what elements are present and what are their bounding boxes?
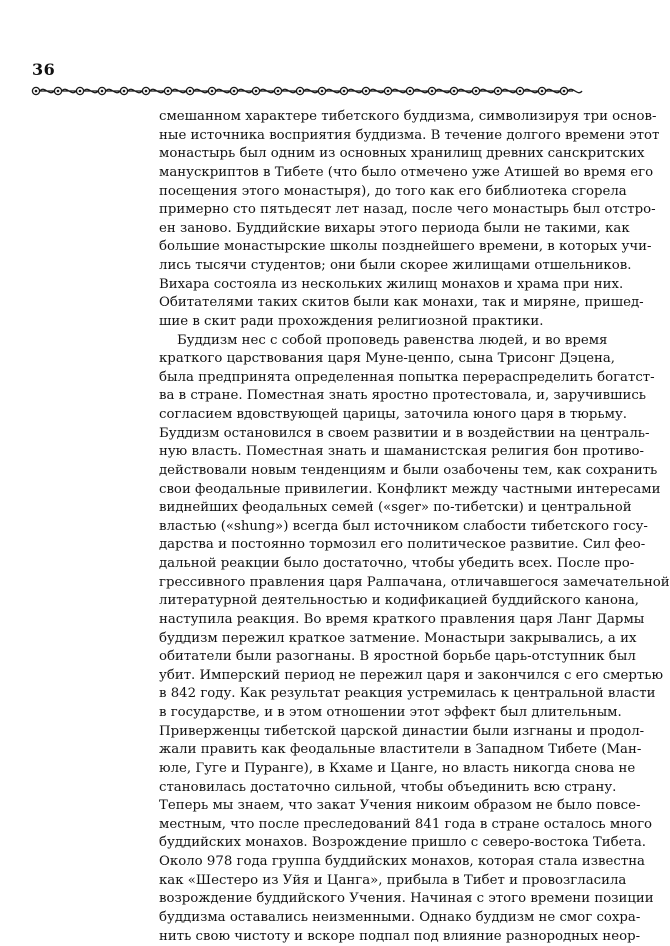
ornament-dot [167, 90, 170, 93]
text-line: Обитателями таких скитов были как монахи, так и миряне, пришед- [159, 294, 551, 313]
text-line: смешанном характере тибетского буддизма, символизируя три основ- [159, 108, 551, 127]
text-line: дальной реакции было достаточно, чтобы убедить всех. После про- [159, 555, 551, 574]
ornament-dot [35, 90, 38, 93]
text-line: примерно сто пятьдесят лет назад, после чего монастырь был отстро- [159, 201, 551, 220]
text-line: шие в скит ради прохождения религиозной практики. [159, 313, 551, 332]
ornament-dot [79, 90, 82, 93]
ornament-dot [101, 90, 104, 93]
ornament-dot [123, 90, 126, 93]
ornament-dot [387, 90, 390, 93]
ornament-dot [365, 90, 368, 93]
text-line: юле, Гуге и Пуранге), в Кхаме и Цанге, но власть никогда снова не [159, 760, 551, 779]
ornament-dot [145, 90, 148, 93]
ornament-dot [453, 90, 456, 93]
text-line: монастырь был одним из основных хранилищ древних санскритских [159, 145, 551, 164]
text-line: как «Шестеро из Уйя и Цанга», прибыла в Тибет и провозгласила [159, 872, 551, 891]
text-line: грессивного правления царя Ралпачана, отличавшегося замечательной [159, 574, 551, 593]
decorative-ornament-border [30, 84, 575, 98]
ornament-dot [563, 90, 566, 93]
text-line: литературной деятельностью и кодификацией буддийского канона, [159, 592, 551, 611]
text-line: лись тысячи студентов; они были скорее жилищами отшельников. [159, 257, 551, 276]
ornament-dot [541, 90, 544, 93]
ornament-dot [497, 90, 500, 93]
text-line: Буддизм нес с собой проповедь равенства людей, и во время [159, 332, 551, 351]
ornament-dot [299, 90, 302, 93]
text-line: в государстве, и в этом отношении этот эффект был длительным. [159, 704, 551, 723]
text-line: становилась достаточно сильной, чтобы объединить всю страну. [159, 779, 551, 798]
text-line: буддизма оставались неизменными. Однако буддизм не смог сохра- [159, 909, 551, 928]
text-line: властью («shung») всегда был источником слабости тибетского госу- [159, 518, 551, 537]
ornament-dot [57, 90, 60, 93]
text-line: наступила реакция. Во время краткого правления царя Ланг Дармы [159, 611, 551, 630]
text-line: большие монастырские школы позднейшего времени, в которых учи- [159, 238, 551, 257]
text-line: Приверженцы тибетской царской династии были изгнаны и продол- [159, 723, 551, 742]
text-line: Буддизм остановился в своем развитии и в воздействии на централь- [159, 425, 551, 444]
text-line: виднейших феодальных семей («sger» по-тибетски) и центральной [159, 499, 551, 518]
text-line: местным, что после преследований 841 года в стране осталось много [159, 816, 551, 835]
text-line: Вихара состояла из нескольких жилищ монахов и храма при них. [159, 276, 551, 295]
text-line: убит. Имперский период не пережил царя и закончился с его смертью [159, 667, 551, 686]
text-line: была предпринята определенная попытка перераспределить богатст- [159, 369, 551, 388]
ornament-dot [211, 90, 214, 93]
ornament-dot [409, 90, 412, 93]
text-line: Около 978 года группа буддийских монахов, которая стала известна [159, 853, 551, 872]
ornament-dot [189, 90, 192, 93]
text-line: обитатели были разогнаны. В яростной борьбе царь-отступник был [159, 648, 551, 667]
text-line: манускриптов в Тибете (что было отмечено уже Атишей во время его [159, 164, 551, 183]
ornament-dot [277, 90, 280, 93]
ornament-dot [519, 90, 522, 93]
ornament-dot [343, 90, 346, 93]
body-text [159, 108, 551, 946]
text-line: нить свою чистоту и вскоре подпал под влияние разнородных неор- [159, 928, 551, 946]
text-line: в 842 году. Как результат реакция устремилась к центральной власти [159, 685, 551, 704]
ornament-dot [233, 90, 236, 93]
text-line: буддийских монахов. Возрождение пришло с северо-востока Тибета. [159, 834, 551, 853]
ornament-dot [321, 90, 324, 93]
text-line: дарства и постоянно тормозил его политическое развитие. Сил фео- [159, 536, 551, 555]
text-line: посещения этого монастыря), до того как его библиотека сгорела [159, 183, 551, 202]
text-line: согласием вдовствующей царицы, заточила юного царя в тюрьму. [159, 406, 551, 425]
text-line: свои феодальные привилегии. Конфликт между частными интересами [159, 481, 551, 500]
text-line: ен заново. Буддийские вихары этого периода были не такими, как [159, 220, 551, 239]
text-line: ва в стране. Поместная знать яростно протестовала, и, заручившись [159, 387, 551, 406]
page-number: 36 [32, 60, 55, 79]
text-line: Теперь мы знаем, что закат Учения никоим образом не было повсе- [159, 797, 551, 816]
text-line: жали править как феодальные властители в Западном Тибете (Ман- [159, 741, 551, 760]
ornament-dot [431, 90, 434, 93]
text-line: ную власть. Поместная знать и шаманистская религия бон противо- [159, 443, 551, 462]
text-line: ные источника восприятия буддизма. В течение долгого времени этот [159, 127, 551, 146]
ornament-dot [475, 90, 478, 93]
text-line: возрождение буддийского Учения. Начиная с этого времени позиции [159, 890, 551, 909]
text-line: буддизм пережил краткое затмение. Монастыри закрывались, а их [159, 630, 551, 649]
text-line: краткого царствования царя Муне-ценпо, сына Трисонг Дэцена, [159, 350, 551, 369]
text-line: действовали новым тенденциям и были озабочены тем, как сохранить [159, 462, 551, 481]
ornament-dot [255, 90, 258, 93]
